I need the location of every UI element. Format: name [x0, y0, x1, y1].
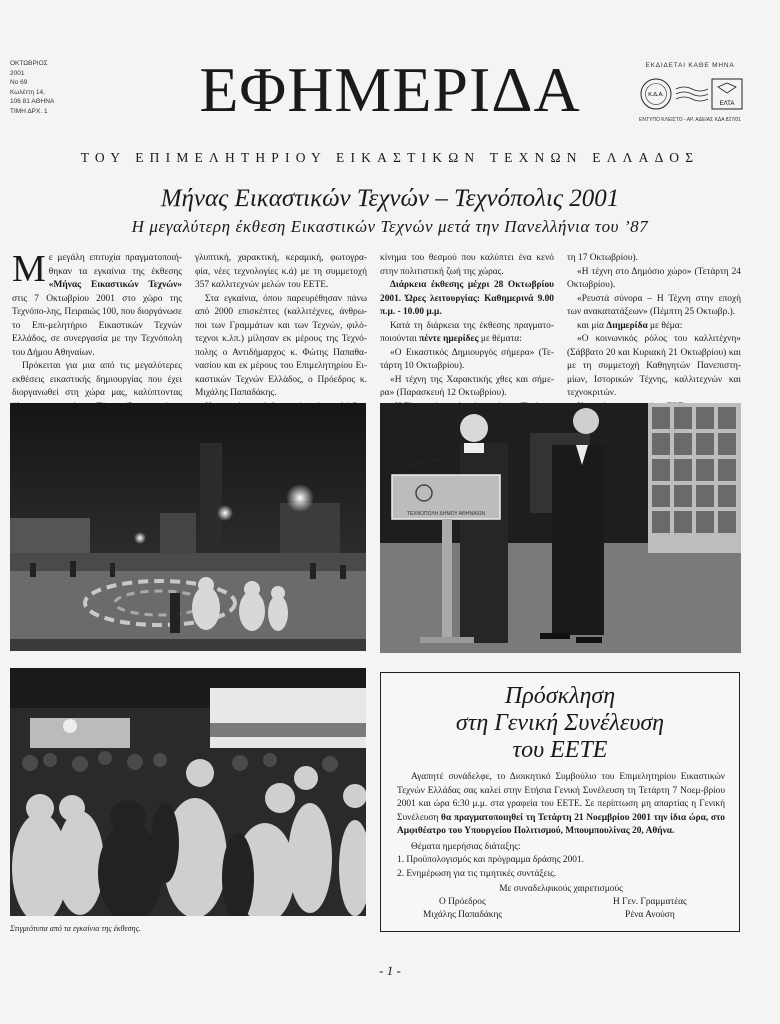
agenda-item: 2. Ενημέρωση για τις τιμητικές συντάξεις. [397, 868, 557, 879]
postal-permit: ΕΝΤΥΠΟ ΚΛΕΙΣΤΟ - ΑΡ. ΑΔΕΙΑΣ ΚΔΑ 827/01 [639, 117, 741, 123]
issue-price: ΤΙΜΗ ΔΡΧ. 1 [10, 107, 48, 115]
photo-crowd [10, 668, 366, 916]
agenda-title: Θέματα ημερήσιας διάταξης: [411, 841, 521, 852]
photo-plaza-night [10, 403, 366, 651]
exhibition-name: «Μήνας Εικαστικών Τεχνών» [48, 280, 182, 290]
publication-frequency: ΕΚΔΙΔΕΤΑΙ ΚΑΘΕ ΜΗΝΑ [645, 62, 735, 69]
article-column-1: Με μεγάλη επιτυχία πραγματοποιή-θηκαν τα εγκαίνια της έκθεσης «Μήνας Εικαστικών Τεχνών» στις 7 Οκτωβρίου 2001 στο χώρο της Τεχνόπο-λης, Πειραιώς 100, που διοργάνωσε το Επι-μελητήριο Εικαστικών Τεχνών Ελλάδος, σε συνεργασία με την Τεχνόπολη του Δήμου Αθηναίων. Πρόκειται για μια από τις μεγαλύτερες εκθέσεις εικαστικής δημιουργίας που έχει διοργανωθεί στη χώρα μας, καλύπτοντας [12, 248, 182, 398]
poster-wall [648, 403, 741, 553]
signature-president-title: Ο Πρόεδρος [439, 897, 486, 907]
invitation-date-note: θα πραγματοποιηθεί τη Τετάρτη 21 Νοεμβρίου 2001 την ίδια ώρα, στο Αμφιθέατρο του Υπουργείου Πολιτισμού, Μπουμπουλίνας 20, Αθήνα. [397, 812, 725, 836]
article-column-3: κίνημα του θεσμού που καλύπτει ένα κενό στην πολιτιστική ζωή της χώρας. Διάρκεια έκθεσης μέχρι 28 Οκτωβρίου 2001. Ώρες λειτουργίας: Καθημερινά 9.00 π.μ. - 10.00 μ.μ. Κατά τη διάρκεια της έκθεσης πραγματο-ποιούνται πέντε ημερίδες με θέματα: «Ο Εικαστικός Δημιουργός σήμερα» (Τε-τάρτη 10 Οκτωβρίου). «Η τέχνη της Χαρακτικής χθες και σήμε-ρα» (Παρασκευή 12 Οκτωβρίου). [380, 253, 554, 398]
signature-secretary-title: Η Γεν. Γραμματέας [613, 897, 687, 907]
invitation-box [380, 672, 740, 932]
signature-president-name: Μιχάλης Παπαδάκης [423, 910, 503, 920]
issue-number: Νο 69 [10, 79, 28, 86]
article-column-2: γλυπτική, χαρακτική, κεραμική, φωτογρα-φία, νέες τεχνολογίες κ.ά) με τη συμμετοχή 357 καλλιτεχνών μελών του ΕΕΤΕ. Στα εγκαίνια, όπου παρευρέθησαν πάνω από 2000 επισκέπτες (καλλιτέχνες, άνθρω-ποι των Γραμμάτων και των Τεχνών, φιλό-τεχνοι κ.λπ.) μίλησαν εκ μέρους της Τεχνό-πολης ο Αντιδήμαρχος κ. Φώτης Παπαθα-νασίου και εκ μέρους του Επιμελητηρίου Ει-καστικών Τεχνών Ελλάδος, ο Πρόεδρος κ. Μιχάλης Παπαδάκης. [195, 253, 367, 398]
address-city: 106 81 ΑΘΗΝΑ [10, 98, 55, 105]
article-subheadline: Η μεγαλύτερη έκθεση Εικαστικών Τεχνών μετά την Πανελλήνια του ’87 [131, 217, 649, 236]
article-column-4: τη 17 Οκτωβρίου). «Η τέχνη στο Δημόσιο χώρο» (Τετάρτη 24 Οκτωβρίου). «Ρευστά σύνορα – Η Τέχνη στην εποχή των ανακατατάξεων» (Πέμπτη 25 Οκτωβρ.). και μία Διημερίδα με θέμα: «Ο κοινωνικός ρόλος του καλλιτέχνη» (Σάββατο 20 και Κυριακή 21 Οκτωβρίου) και με τη συμμετοχή Καθηγητών Πανεπιστη-μίων, Ιστορικών Τέχνης, καλλιτεχνών και τεχνοκριτών. [567, 253, 741, 398]
exhibition-hours: Διάρκεια έκθεσης μέχρι 28 Οκτωβρίου 2001. Ώρες λειτουργίας: Καθημερινά 9.00 π.μ. - 10.00 μ.μ. [380, 280, 554, 317]
masthead: ΕΦΗΜΕΡΙΔΑ [199, 54, 581, 125]
invitation-body: Αγαπητέ συνάδελφε, το Διοικητικό Συμβούλιο του Επιμελητηρίου Εικαστικών Τεχνών Ελλάδας σας καλεί στην Ετήσια Γενική Συνέλευση τη Τετάρτη 7 Νοεμ-βρίου 2001 και ώρα 6:30 μ.μ. στα γραφεία του ΕΕΤΕ. Σε περίπτωση μη απαρτίας η Γενική Συνέλευση θα πραγματοποιηθεί τη Τετάρτη 21 Νοεμβρίου 2001 την ίδια ώρα, στο Αμφιθέατρο του Υπουργείου Πολιτισμού, Μπουμπουλίνας 20, Αθήνα. Θέματα ημερήσιας διάταξης: 1. Προϋπολογισμός και πρόγραμμα δράσης 2001. 2. Ενημέρωση για τις τιμητικές συντάξεις. Με συναδελφικούς χαιρετισμούς [397, 771, 725, 897]
photo-speaker-podium [380, 403, 741, 653]
drop-cap: Μ [12, 248, 46, 290]
page-number: - 1 - [379, 963, 401, 978]
closing-greeting: Με συναδελφικούς χαιρετισμούς [499, 884, 623, 894]
postal-stamp [638, 77, 746, 111]
stamp-box-label: ΕΛΤΑ [719, 101, 735, 107]
issue-year: 2001 [10, 69, 25, 77]
stamp-kda: Κ.Δ.Α. [648, 92, 664, 98]
speaker-figure [460, 414, 508, 643]
address-street: Κωλέττη 14, [10, 88, 45, 96]
article-headline: Μήνας Εικαστικών Τεχνών – Τεχνόπολις 2001 [160, 185, 620, 212]
invitation-title: Πρόσκληση στη Γενική Συνέλευση του ΕΕΤΕ [455, 683, 665, 763]
photo-caption: Στιγμιότυπα από τα εγκαίνια της έκθεσης. [10, 924, 141, 933]
masthead-subtitle: ΤΟΥ ΕΠΙΜΕΛΗΤΗΡΙΟΥ ΕΙΚΑΣΤΙΚΩΝ ΤΕΧΝΩΝ ΕΛΛΑΔΟΣ [80, 150, 700, 165]
podium-sign: ΤΕΧΝΟΠΟΛΗ ΔΗΜΟΥ ΑΘΗΝΑΙΩΝ [406, 511, 486, 517]
signature-secretary-name: Ρένα Ανούση [625, 910, 675, 920]
issue-month: ΟΚΤΩΒΡΙΟΣ [10, 60, 48, 67]
agenda-item: 1. Προϋπολογισμός και πρόγραμμα δράσης 2001. [397, 855, 584, 865]
